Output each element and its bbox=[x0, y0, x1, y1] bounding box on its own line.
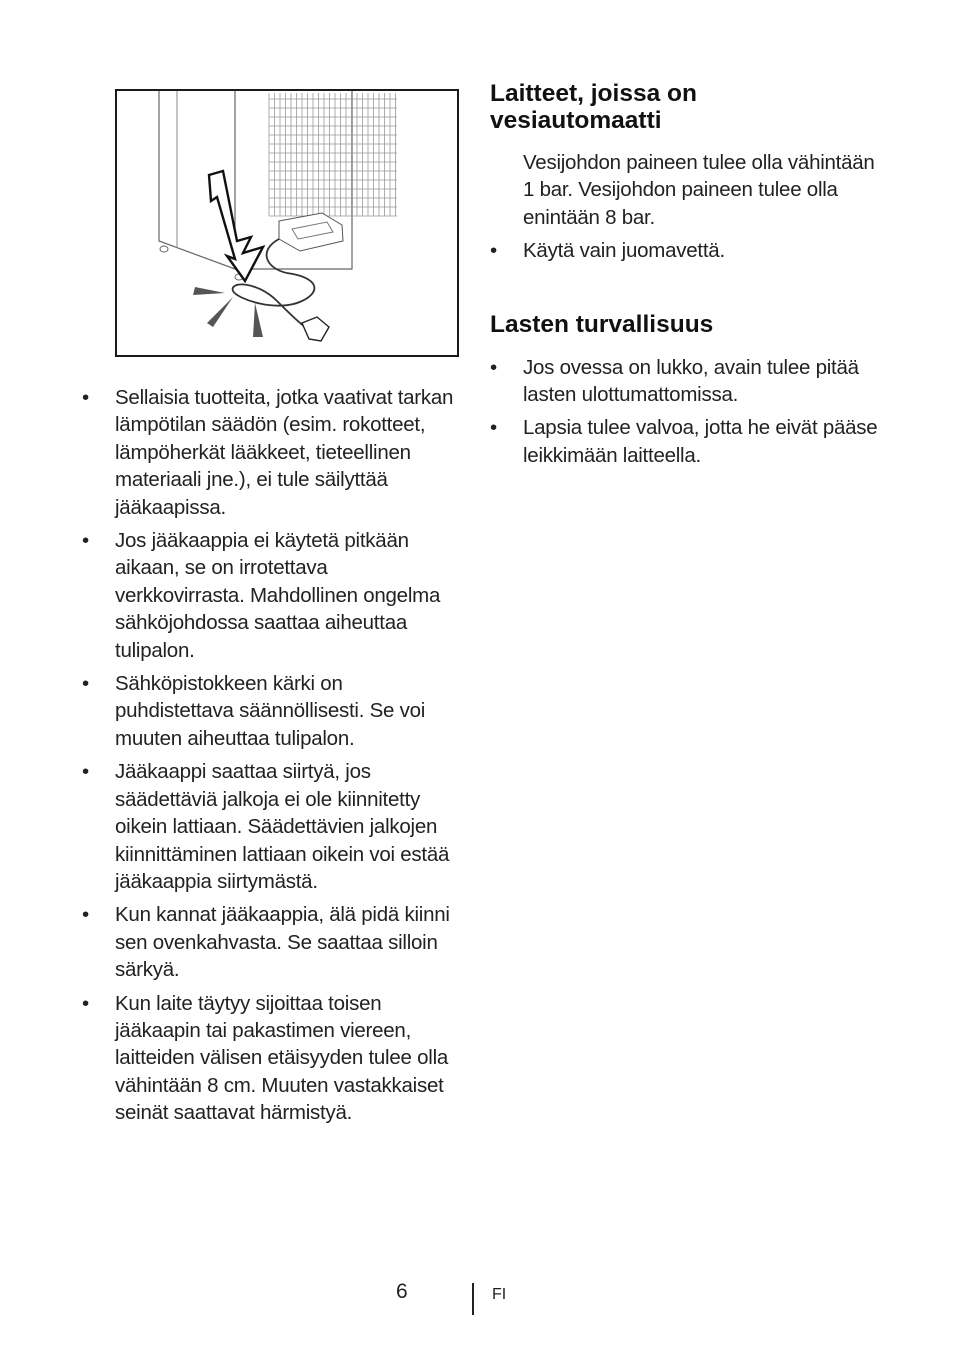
bullet-icon: • bbox=[490, 355, 497, 379]
child-safety-bullet-list bbox=[490, 354, 880, 470]
list-item-text: Jääkaappi saattaa siirtyä, jos säädettäviä jalkoja ei ole kiinnitetty oikein lattiaan. Säädettävien jalkojen kiinnittäminen lattiaan oikein voi estää jääkaappia siirtymästä. bbox=[115, 760, 450, 893]
water-bullet-list bbox=[490, 237, 880, 264]
list-item-text: Kun laite täytyy sijoittaa toisen jääkaapin tai pakastimen viereen, laitteiden välisen etäisyyden tulee olla vähintään 8 cm. Muuten vastakkaiset seinät saattavat härmistyä. bbox=[115, 991, 449, 1125]
list-item bbox=[82, 901, 462, 983]
list-item bbox=[82, 527, 462, 664]
bullet-icon: • bbox=[82, 903, 89, 927]
list-item-text: Jos ovessa on lukko, avain tulee pitää lasten ulottumattomissa. bbox=[523, 355, 859, 407]
list-item-text: Käytä vain juomavettä. bbox=[523, 239, 725, 263]
list-item-text: Jos jääkaappia ei käytetä pitkään aikaan, se on irrotettava verkkovirrasta. Mahdollinen ongelma sähköjohdossa saattaa aiheuttaa tulipalon. bbox=[115, 529, 441, 662]
water-pressure-paragraph: Vesijohdon paineen tulee olla vähintään 1 bar. Vesijohdon paineen tulee olla enintään 8 bar. bbox=[523, 151, 875, 229]
list-item-text: Sellaisia tuotteita, jotka vaativat tarkan lämpötilan säädön (esim. rokotteet, lämpöherkät lääkkeet, tieteellinen materiaali jne.), ei tule säilyttää jääkaapissa. bbox=[115, 386, 454, 519]
bullet-icon: • bbox=[490, 239, 497, 263]
list-item bbox=[82, 990, 462, 1127]
list-item-text: Sähköpistokkeen kärki on puhdistettava säännöllisesti. Se voi muuten aiheuttaa tulipalon. bbox=[115, 672, 426, 750]
list-item bbox=[82, 384, 462, 521]
page-number: 6 bbox=[396, 1280, 408, 1303]
list-item-text: Lapsia tulee valvoa, jotta he eivät pääse leikkimään laitteella. bbox=[523, 416, 878, 467]
footer-divider bbox=[472, 1283, 474, 1315]
bullet-icon: • bbox=[490, 416, 497, 440]
language-code: FI bbox=[492, 1286, 507, 1303]
bullet-icon: • bbox=[82, 529, 89, 553]
fridge-power-cord-illustration bbox=[115, 89, 459, 357]
heading-child-safety: Lasten turvallisuus bbox=[490, 310, 714, 338]
list-item bbox=[490, 354, 880, 409]
bullet-icon: • bbox=[82, 386, 89, 409]
list-item-text: Kun kannat jääkaappia, älä pidä kiinni sen ovenkahvasta. Se saattaa silloin särkyä. bbox=[115, 903, 450, 982]
heading-water-dispenser: Laitteet, joissa on vesiautomaatti bbox=[490, 80, 697, 134]
list-item bbox=[490, 414, 880, 469]
bullet-icon: • bbox=[82, 760, 89, 784]
bullet-icon: • bbox=[82, 672, 89, 696]
safety-bullet-list bbox=[82, 384, 462, 1133]
list-item bbox=[82, 670, 462, 752]
list-item bbox=[490, 237, 880, 264]
list-item bbox=[82, 758, 462, 895]
bullet-icon: • bbox=[82, 991, 89, 1015]
right-column bbox=[490, 80, 880, 475]
